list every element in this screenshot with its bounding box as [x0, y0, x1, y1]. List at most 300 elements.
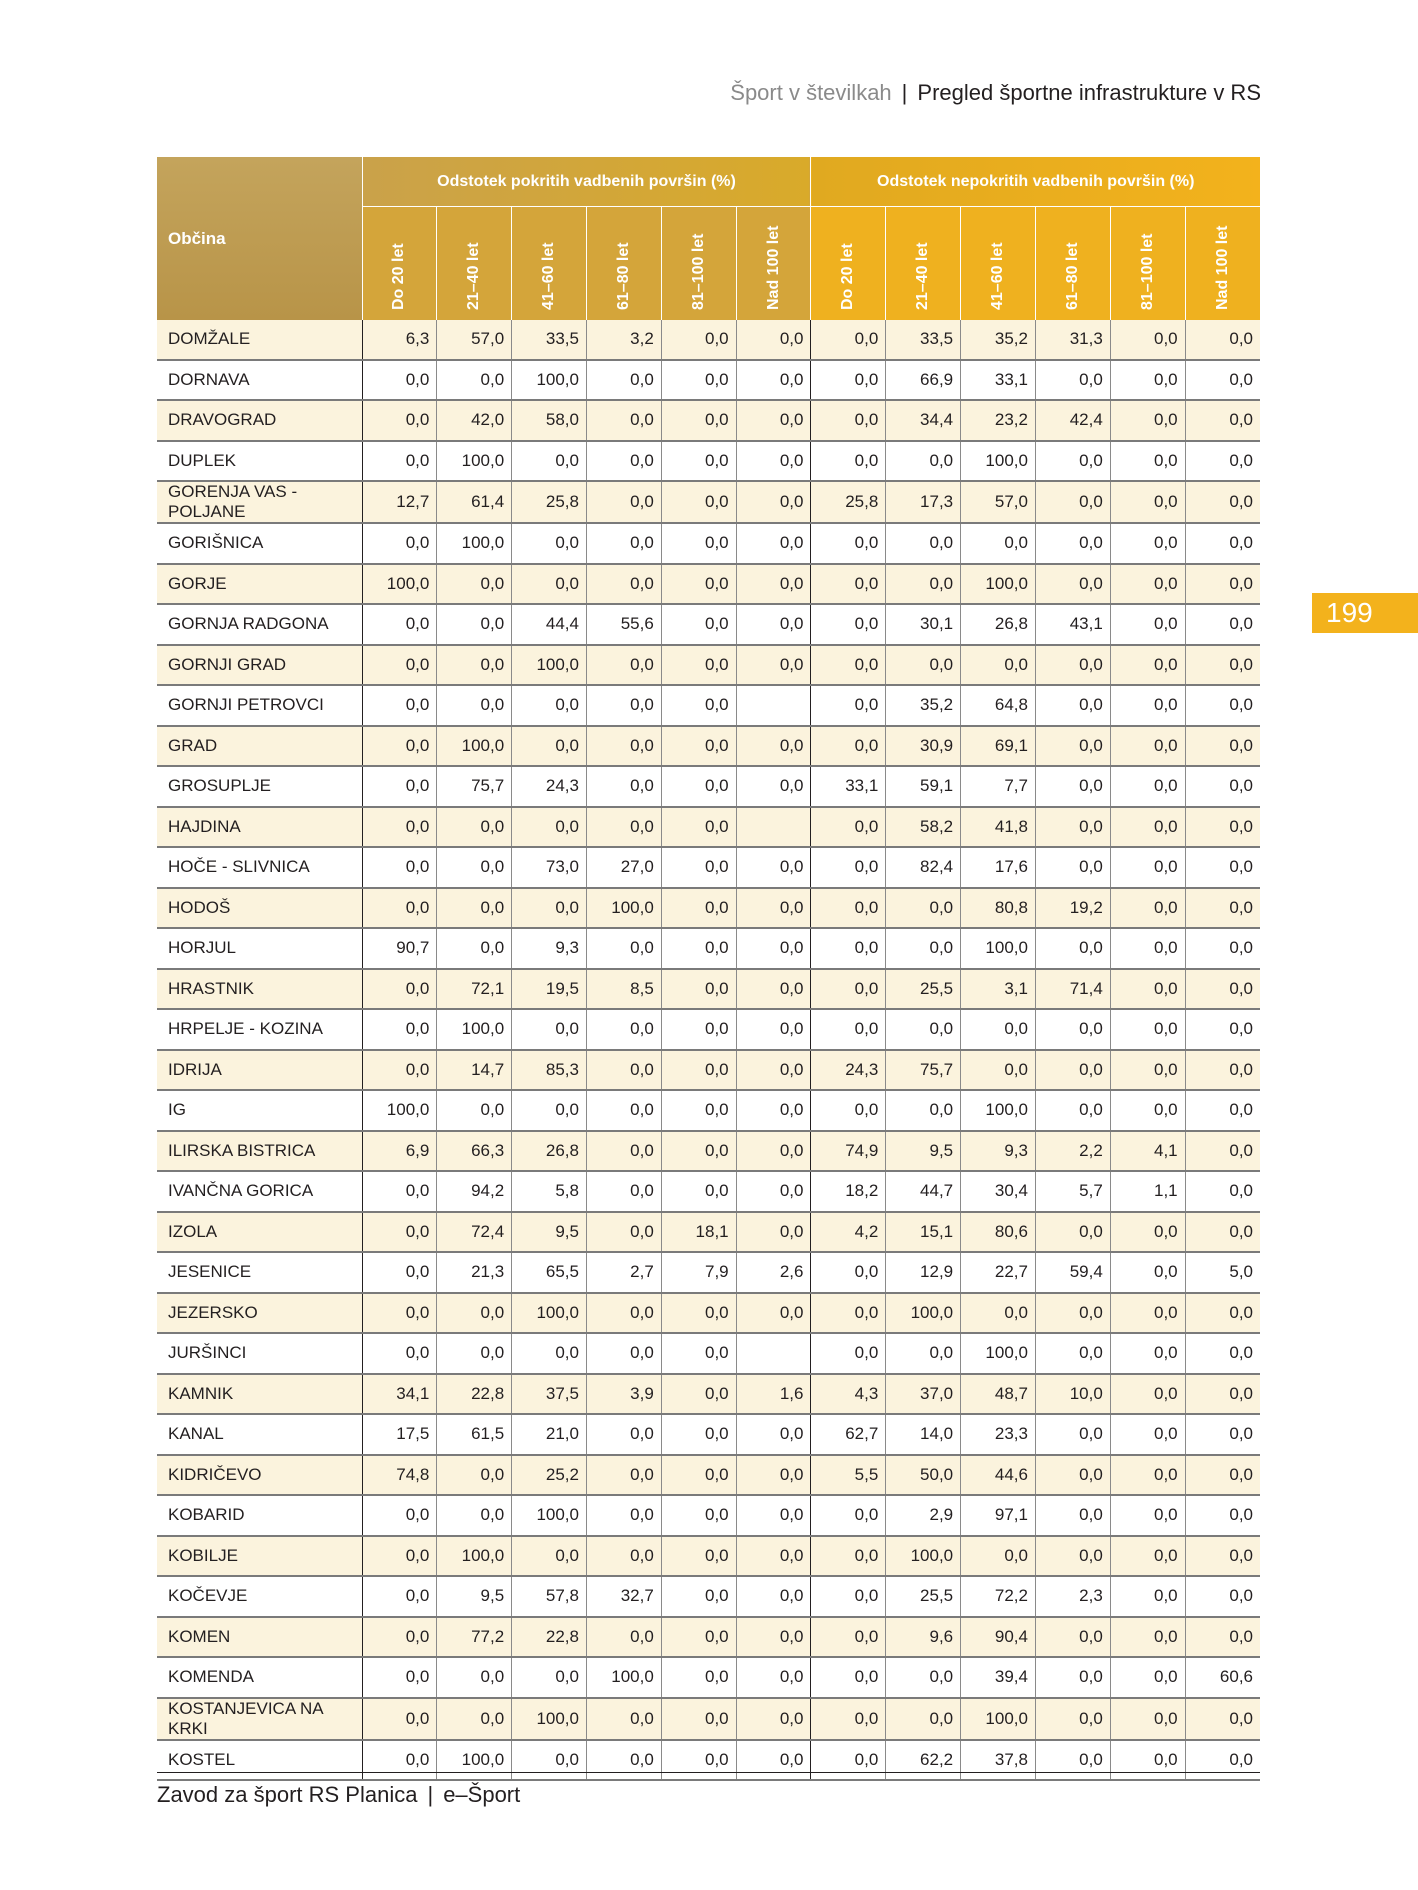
- table-row: [157, 1009, 1260, 1050]
- table-cell: 0,0: [661, 1698, 736, 1740]
- table-cell: 0,0: [736, 523, 811, 564]
- table-cell: 0,0: [1035, 1455, 1110, 1496]
- table-cell: 0,0: [362, 1333, 437, 1374]
- table-cell: 100,0: [886, 1293, 961, 1334]
- table-cell: 4,2: [811, 1212, 886, 1253]
- table-cell: 12,7: [362, 481, 437, 523]
- table-cell: 0,0: [1110, 726, 1185, 767]
- table-cell: 0,0: [1035, 523, 1110, 564]
- table-cell: 0,0: [736, 1536, 811, 1577]
- table-cell: 0,0: [886, 1657, 961, 1698]
- column-header-age: [886, 207, 961, 321]
- table-cell: 0,0: [362, 1617, 437, 1658]
- page-header: [730, 80, 1261, 106]
- table-cell: 0,0: [811, 928, 886, 969]
- header-section-title: Pregled športne infrastrukture v RS: [917, 80, 1261, 105]
- table-cell: 0,0: [1035, 847, 1110, 888]
- table-cell: 22,8: [437, 1374, 512, 1415]
- table-cell: 0,0: [1110, 888, 1185, 929]
- table-cell: 100,0: [586, 1657, 661, 1698]
- table-row: [157, 645, 1260, 686]
- table-cell: 0,0: [362, 604, 437, 645]
- table-cell: 0,0: [811, 1009, 886, 1050]
- table-cell: 0,0: [362, 523, 437, 564]
- table-cell: 0,0: [1185, 604, 1260, 645]
- table-cell: 0,0: [736, 564, 811, 605]
- table-cell: 65,5: [512, 1252, 587, 1293]
- table-row: [157, 1131, 1260, 1172]
- table-cell: 0,0: [512, 1333, 587, 1374]
- table-row: [157, 807, 1260, 848]
- table-cell: 9,5: [437, 1576, 512, 1617]
- table-row: [157, 888, 1260, 929]
- table-cell: 100,0: [961, 1698, 1036, 1740]
- municipality-name: IZOLA: [157, 1212, 362, 1253]
- table-cell: [736, 685, 811, 726]
- column-header-label: 81–100 let: [1138, 233, 1156, 310]
- table-cell: 0,0: [811, 1657, 886, 1698]
- column-header-label: Nad 100 let: [1213, 225, 1231, 310]
- table-cell: 0,0: [362, 441, 437, 482]
- table-cell: 0,0: [1185, 1374, 1260, 1415]
- table-cell: 62,2: [886, 1740, 961, 1781]
- municipality-name: GRAD: [157, 726, 362, 767]
- table-row: [157, 1293, 1260, 1334]
- table-cell: 0,0: [1110, 1252, 1185, 1293]
- table-cell: 100,0: [961, 1333, 1036, 1374]
- table-cell: 0,0: [586, 400, 661, 441]
- table-cell: 0,0: [437, 807, 512, 848]
- table-cell: 25,2: [512, 1455, 587, 1496]
- table-cell: 0,0: [736, 320, 811, 360]
- table-cell: 0,0: [736, 1293, 811, 1334]
- table-cell: 23,2: [961, 400, 1036, 441]
- municipality-name: HRASTNIK: [157, 969, 362, 1010]
- table-cell: 12,9: [886, 1252, 961, 1293]
- table-cell: 3,2: [586, 320, 661, 360]
- table-cell: 0,0: [437, 1090, 512, 1131]
- table-cell: 0,0: [1185, 1212, 1260, 1253]
- table-cell: 25,5: [886, 1576, 961, 1617]
- table-cell: 33,5: [886, 320, 961, 360]
- footer-publisher: Zavod za šport RS Planica: [157, 1782, 418, 1807]
- table-cell: 25,8: [811, 481, 886, 523]
- table-cell: 0,0: [886, 888, 961, 929]
- table-cell: 5,8: [512, 1171, 587, 1212]
- table-cell: 100,0: [961, 441, 1036, 482]
- table-cell: 0,0: [736, 766, 811, 807]
- table-cell: 100,0: [437, 726, 512, 767]
- column-header-label: 61–80 let: [614, 242, 632, 310]
- table-row: [157, 1617, 1260, 1658]
- table-cell: 55,6: [586, 604, 661, 645]
- table-cell: 7,9: [661, 1252, 736, 1293]
- table-cell: 0,0: [586, 1740, 661, 1781]
- table-cell: 100,0: [961, 928, 1036, 969]
- table-cell: 0,0: [661, 1333, 736, 1374]
- table-cell: 2,9: [886, 1495, 961, 1536]
- municipality-name: HODOŠ: [157, 888, 362, 929]
- column-header-age: [362, 207, 437, 321]
- municipality-name: KANAL: [157, 1414, 362, 1455]
- page-footer: [157, 1782, 520, 1808]
- table-cell: 0,0: [586, 1617, 661, 1658]
- table-cell: 0,0: [1185, 1131, 1260, 1172]
- table-cell: 18,2: [811, 1171, 886, 1212]
- table-cell: 100,0: [512, 360, 587, 401]
- table-cell: 5,7: [1035, 1171, 1110, 1212]
- table-cell: 0,0: [586, 441, 661, 482]
- table-cell: 0,0: [661, 1374, 736, 1415]
- table-cell: 0,0: [1035, 564, 1110, 605]
- table-cell: 61,5: [437, 1414, 512, 1455]
- table-cell: 0,0: [661, 807, 736, 848]
- table-cell: 61,4: [437, 481, 512, 523]
- table-cell: 0,0: [437, 1455, 512, 1496]
- table-row: [157, 481, 1260, 523]
- table-cell: 85,3: [512, 1050, 587, 1091]
- table-cell: 100,0: [437, 1740, 512, 1781]
- municipality-name: DORNAVA: [157, 360, 362, 401]
- table-cell: 0,0: [362, 807, 437, 848]
- table-cell: 80,8: [961, 888, 1036, 929]
- table-cell: 0,0: [1185, 320, 1260, 360]
- table-cell: 0,0: [811, 1495, 886, 1536]
- table-cell: 0,0: [362, 1171, 437, 1212]
- table-cell: 0,0: [1185, 645, 1260, 686]
- table-cell: 1,6: [736, 1374, 811, 1415]
- table-cell: 2,7: [586, 1252, 661, 1293]
- table-cell: 0,0: [661, 1293, 736, 1334]
- table-row: [157, 1374, 1260, 1415]
- table-cell: 0,0: [661, 645, 736, 686]
- table-cell: 8,5: [586, 969, 661, 1010]
- table-cell: 0,0: [811, 604, 886, 645]
- table-row: [157, 928, 1260, 969]
- table-cell: 0,0: [661, 523, 736, 564]
- table-cell: 10,0: [1035, 1374, 1110, 1415]
- table-cell: 0,0: [1185, 400, 1260, 441]
- table-cell: 0,0: [1185, 928, 1260, 969]
- table-cell: 0,0: [586, 360, 661, 401]
- table-cell: 0,0: [811, 847, 886, 888]
- table-cell: 0,0: [362, 969, 437, 1010]
- table-cell: 0,0: [586, 685, 661, 726]
- table-cell: 0,0: [362, 726, 437, 767]
- table-cell: 0,0: [1185, 360, 1260, 401]
- table-cell: 9,3: [961, 1131, 1036, 1172]
- table-cell: 100,0: [437, 1536, 512, 1577]
- table-row: [157, 1495, 1260, 1536]
- table-cell: 3,1: [961, 969, 1036, 1010]
- table-cell: 4,3: [811, 1374, 886, 1415]
- table-cell: 0,0: [1185, 1414, 1260, 1455]
- table-cell: 0,0: [586, 1171, 661, 1212]
- table-row: [157, 969, 1260, 1010]
- group-header-uncovered: Odstotek nepokritih vadbenih površin (%): [811, 157, 1260, 207]
- table-cell: 100,0: [437, 1009, 512, 1050]
- table-cell: 0,0: [736, 1495, 811, 1536]
- table-cell: 57,0: [961, 481, 1036, 523]
- table-cell: 23,3: [961, 1414, 1036, 1455]
- table-cell: 0,0: [1110, 1414, 1185, 1455]
- column-header-age: [736, 207, 811, 321]
- table-cell: 0,0: [811, 1617, 886, 1658]
- table-cell: 100,0: [362, 564, 437, 605]
- table-cell: 0,0: [586, 1293, 661, 1334]
- table-row: [157, 320, 1260, 360]
- table-cell: 0,0: [437, 360, 512, 401]
- table-cell: 0,0: [886, 441, 961, 482]
- table-cell: 0,0: [886, 1333, 961, 1374]
- table-cell: 0,0: [1185, 1617, 1260, 1658]
- municipality-name: DUPLEK: [157, 441, 362, 482]
- table-cell: 0,0: [512, 1740, 587, 1781]
- table-cell: 0,0: [661, 481, 736, 523]
- table-cell: 0,0: [1110, 685, 1185, 726]
- table-cell: 0,0: [586, 1455, 661, 1496]
- municipality-name: KOSTEL: [157, 1740, 362, 1781]
- table-cell: 0,0: [437, 564, 512, 605]
- footer-product: e–Šport: [443, 1782, 521, 1807]
- table-cell: 0,0: [1185, 888, 1260, 929]
- table-cell: 0,0: [1185, 766, 1260, 807]
- table-cell: 0,0: [1110, 807, 1185, 848]
- table-cell: 72,4: [437, 1212, 512, 1253]
- table-cell: 0,0: [1110, 360, 1185, 401]
- table-row: [157, 564, 1260, 605]
- table-cell: 0,0: [811, 1740, 886, 1781]
- table-cell: 0,0: [1110, 523, 1185, 564]
- table-cell: 0,0: [1185, 1050, 1260, 1091]
- table-cell: 0,0: [661, 400, 736, 441]
- table-cell: 0,0: [1035, 1414, 1110, 1455]
- table-cell: 0,0: [1110, 1212, 1185, 1253]
- table-cell: 0,0: [1035, 1617, 1110, 1658]
- municipality-name: HAJDINA: [157, 807, 362, 848]
- table-cell: 0,0: [362, 360, 437, 401]
- table-cell: 60,6: [1185, 1657, 1260, 1698]
- table-cell: 33,1: [811, 766, 886, 807]
- table-cell: 25,5: [886, 969, 961, 1010]
- table-cell: 27,0: [586, 847, 661, 888]
- table-cell: 59,4: [1035, 1252, 1110, 1293]
- municipality-name: KOSTANJEVICA NA KRKI: [157, 1698, 362, 1740]
- table-cell: 17,3: [886, 481, 961, 523]
- table-cell: 22,8: [512, 1617, 587, 1658]
- table-cell: 0,0: [1110, 1455, 1185, 1496]
- table-cell: 0,0: [661, 1657, 736, 1698]
- table-cell: 0,0: [437, 645, 512, 686]
- table-cell: 0,0: [1185, 1333, 1260, 1374]
- table-cell: 34,4: [886, 400, 961, 441]
- table-cell: 0,0: [362, 645, 437, 686]
- table-cell: 0,0: [1185, 1090, 1260, 1131]
- table-cell: 0,0: [736, 1131, 811, 1172]
- table-row: [157, 441, 1260, 482]
- table-cell: 100,0: [886, 1536, 961, 1577]
- table-cell: 0,0: [1110, 645, 1185, 686]
- table-cell: 0,0: [1035, 685, 1110, 726]
- table-cell: 7,7: [961, 766, 1036, 807]
- table-cell: 0,0: [736, 1698, 811, 1740]
- table-cell: 0,0: [661, 888, 736, 929]
- table-cell: 100,0: [512, 1698, 587, 1740]
- column-header-label: 41–60 let: [989, 242, 1007, 310]
- table-cell: 9,3: [512, 928, 587, 969]
- table-cell: 72,1: [437, 969, 512, 1010]
- municipality-name: HOČE - SLIVNICA: [157, 847, 362, 888]
- table-cell: 0,0: [736, 604, 811, 645]
- municipality-name: IVANČNA GORICA: [157, 1171, 362, 1212]
- table-cell: 14,0: [886, 1414, 961, 1455]
- table-cell: 0,0: [362, 847, 437, 888]
- table-cell: 0,0: [362, 400, 437, 441]
- table-cell: 0,0: [437, 685, 512, 726]
- table-cell: 0,0: [586, 726, 661, 767]
- table-cell: 0,0: [661, 1740, 736, 1781]
- table-cell: 0,0: [586, 481, 661, 523]
- municipality-name: ILIRSKA BISTRICA: [157, 1131, 362, 1172]
- table-cell: 0,0: [586, 1414, 661, 1455]
- municipality-name: GROSUPLJE: [157, 766, 362, 807]
- table-cell: 0,0: [661, 1050, 736, 1091]
- table-cell: 75,7: [886, 1050, 961, 1091]
- column-header-label: 81–100 let: [689, 233, 707, 310]
- column-header-age: [661, 207, 736, 321]
- table-cell: 0,0: [1035, 1293, 1110, 1334]
- table-cell: 0,0: [362, 1009, 437, 1050]
- table-cell: 0,0: [437, 847, 512, 888]
- table-cell: 0,0: [1035, 1495, 1110, 1536]
- table-cell: 59,1: [886, 766, 961, 807]
- table-cell: 72,2: [961, 1576, 1036, 1617]
- table-cell: 0,0: [661, 847, 736, 888]
- table-row: [157, 1090, 1260, 1131]
- table-cell: 0,0: [661, 685, 736, 726]
- table-cell: 0,0: [1110, 400, 1185, 441]
- table-cell: 0,0: [1035, 928, 1110, 969]
- table-cell: 0,0: [736, 969, 811, 1010]
- table-cell: 0,0: [886, 564, 961, 605]
- table-cell: 0,0: [1035, 1090, 1110, 1131]
- table-cell: 0,0: [362, 1050, 437, 1091]
- table-cell: 0,0: [661, 1576, 736, 1617]
- table-cell: 26,8: [512, 1131, 587, 1172]
- table-cell: 90,4: [961, 1617, 1036, 1658]
- table-cell: 66,3: [437, 1131, 512, 1172]
- table-cell: 0,0: [512, 726, 587, 767]
- table-cell: 0,0: [512, 888, 587, 929]
- table-cell: 73,0: [512, 847, 587, 888]
- table-cell: 0,0: [1035, 726, 1110, 767]
- table-cell: 74,9: [811, 1131, 886, 1172]
- table-cell: 0,0: [1110, 1050, 1185, 1091]
- table-cell: 0,0: [512, 685, 587, 726]
- column-header-age: [961, 207, 1036, 321]
- column-header-label: 61–80 let: [1063, 242, 1081, 310]
- table-cell: 0,0: [736, 726, 811, 767]
- table-cell: 9,5: [512, 1212, 587, 1253]
- table-cell: 100,0: [362, 1090, 437, 1131]
- table-cell: 0,0: [1110, 766, 1185, 807]
- table-cell: 0,0: [661, 1617, 736, 1658]
- table-cell: 0,0: [661, 360, 736, 401]
- table-cell: 0,0: [736, 1212, 811, 1253]
- table-cell: 100,0: [586, 888, 661, 929]
- table-cell: 90,7: [362, 928, 437, 969]
- column-header-age: [586, 207, 661, 321]
- table-cell: 2,2: [1035, 1131, 1110, 1172]
- table-row: [157, 1740, 1260, 1781]
- table-row: [157, 685, 1260, 726]
- table-cell: 0,0: [1035, 360, 1110, 401]
- municipality-name: GORIŠNICA: [157, 523, 362, 564]
- table-cell: 0,0: [661, 1090, 736, 1131]
- table-cell: 94,2: [437, 1171, 512, 1212]
- table-cell: 0,0: [586, 766, 661, 807]
- table-cell: 0,0: [1185, 1293, 1260, 1334]
- column-header-label: Do 20 let: [839, 243, 857, 310]
- table-cell: 100,0: [512, 1293, 587, 1334]
- municipality-name: KOČEVJE: [157, 1576, 362, 1617]
- table-cell: 0,0: [586, 928, 661, 969]
- table-cell: 0,0: [1110, 604, 1185, 645]
- table-cell: 19,2: [1035, 888, 1110, 929]
- municipality-name: GORJE: [157, 564, 362, 605]
- table-row: [157, 766, 1260, 807]
- table-cell: 0,0: [1185, 441, 1260, 482]
- table-row: [157, 1252, 1260, 1293]
- table-cell: 0,0: [661, 604, 736, 645]
- table-cell: 0,0: [1035, 1050, 1110, 1091]
- table-cell: 0,0: [736, 360, 811, 401]
- column-header-age: [437, 207, 512, 321]
- table-cell: 100,0: [961, 1090, 1036, 1131]
- table-cell: 21,0: [512, 1414, 587, 1455]
- table-cell: 0,0: [811, 726, 886, 767]
- table-cell: 0,0: [362, 1740, 437, 1781]
- table-cell: 0,0: [1110, 1495, 1185, 1536]
- municipality-name: KOBARID: [157, 1495, 362, 1536]
- table-cell: 0,0: [1110, 320, 1185, 360]
- table-cell: 0,0: [1035, 766, 1110, 807]
- table-row: [157, 1212, 1260, 1253]
- table-row: [157, 1536, 1260, 1577]
- table-cell: 42,0: [437, 400, 512, 441]
- table-cell: 0,0: [1110, 847, 1185, 888]
- municipality-name: GORNJI PETROVCI: [157, 685, 362, 726]
- table-cell: 0,0: [362, 1698, 437, 1740]
- table-cell: 0,0: [811, 807, 886, 848]
- table-cell: 37,5: [512, 1374, 587, 1415]
- table-cell: 0,0: [437, 888, 512, 929]
- municipality-name: IDRIJA: [157, 1050, 362, 1091]
- table-cell: 0,0: [1110, 1536, 1185, 1577]
- table-cell: 0,0: [437, 1293, 512, 1334]
- table-cell: 0,0: [1110, 1657, 1185, 1698]
- table-cell: 0,0: [961, 523, 1036, 564]
- table-cell: 0,0: [437, 1495, 512, 1536]
- table-cell: 5,5: [811, 1455, 886, 1496]
- table-cell: 0,0: [1110, 1009, 1185, 1050]
- table-cell: 0,0: [512, 807, 587, 848]
- table-cell: 0,0: [1035, 807, 1110, 848]
- table-cell: 0,0: [811, 1576, 886, 1617]
- table-cell: 0,0: [586, 564, 661, 605]
- table-cell: 0,0: [437, 928, 512, 969]
- table-cell: 0,0: [661, 320, 736, 360]
